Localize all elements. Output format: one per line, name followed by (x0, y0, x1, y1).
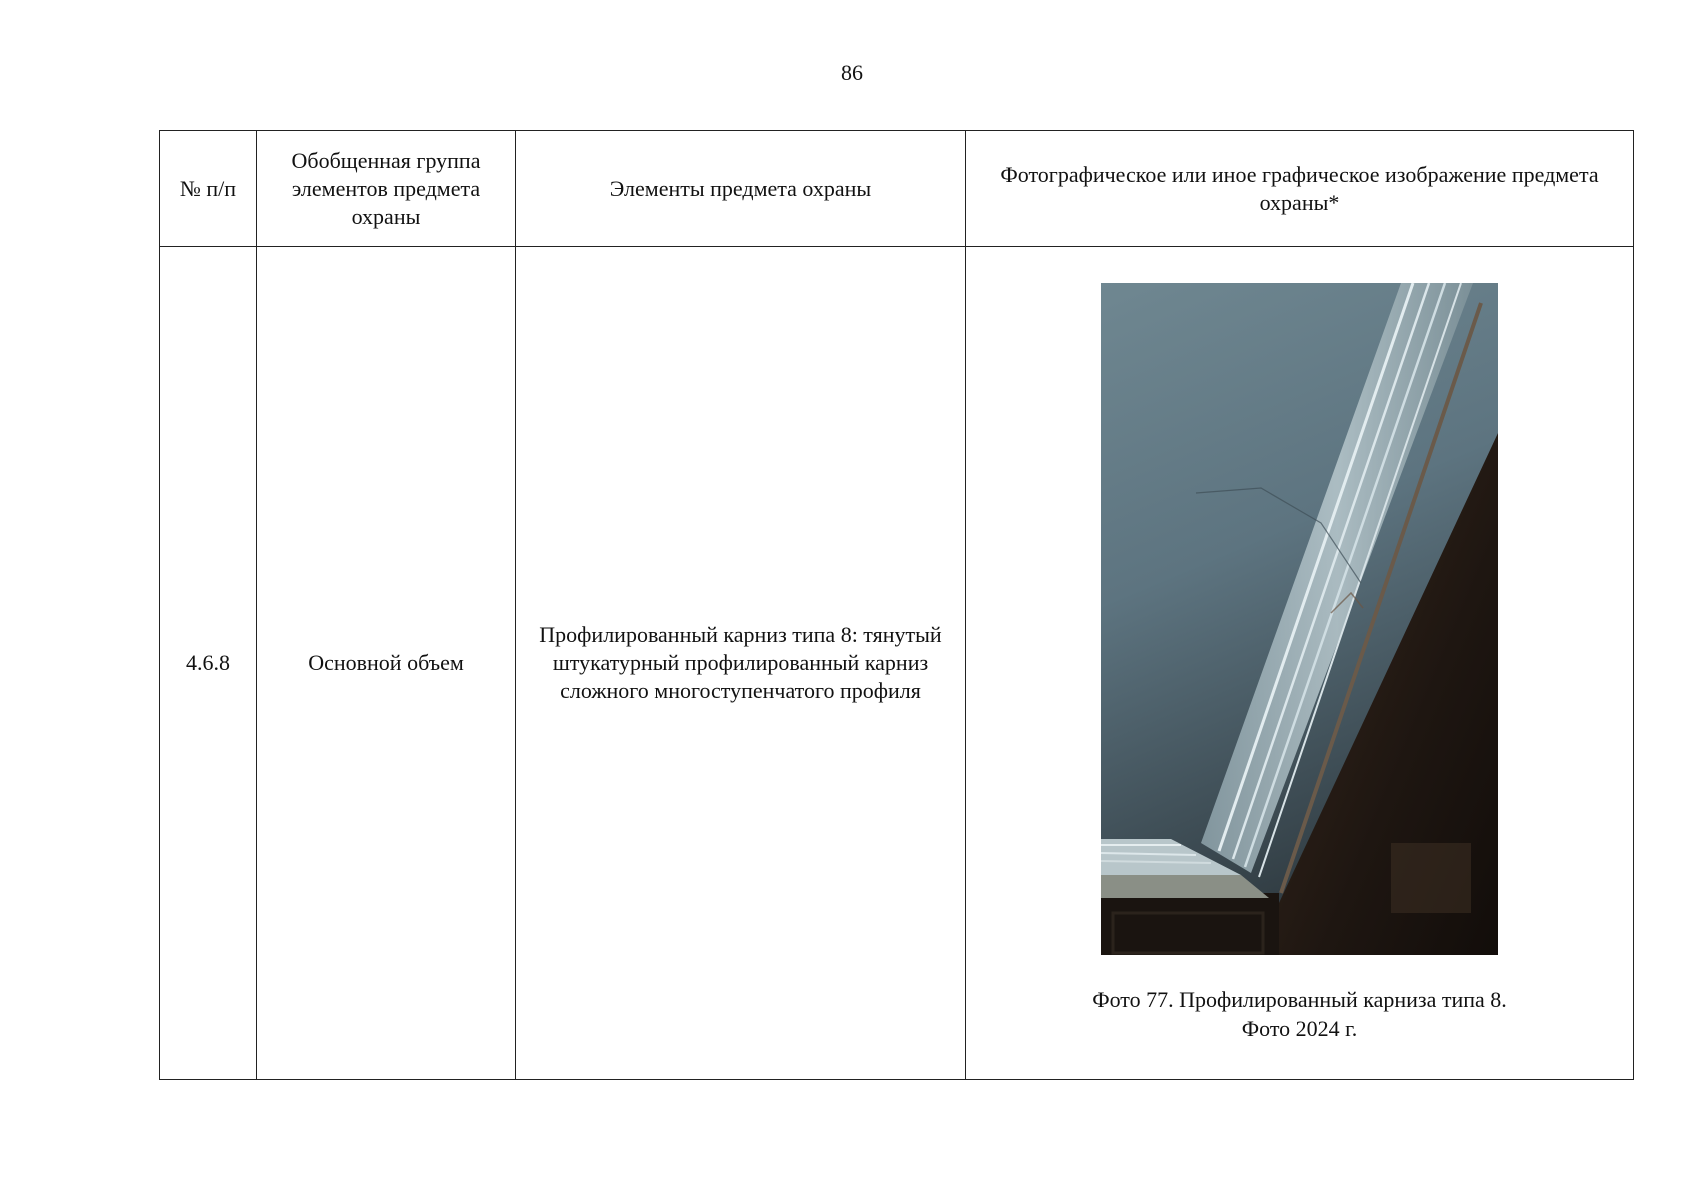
cell-group: Основной объем (257, 247, 516, 1080)
cell-photo (966, 247, 1634, 1080)
header-image: Фотографическое или иное графическое изображение предмета охраны* (966, 131, 1634, 247)
heritage-protection-table (159, 130, 1634, 1080)
table-header-row (160, 131, 1634, 247)
header-group: Обобщенная группа элементов предмета охраны (257, 131, 516, 247)
cell-number: 4.6.8 (160, 247, 257, 1080)
header-number: № п/п (160, 131, 257, 247)
photo-caption-line-1: Фото 77. Профилированный карниза типа 8. (1092, 987, 1507, 1012)
cell-elements: Профилированный карниз типа 8: тянутый штукатурный профилированный карниз сложного многоступенчатого профиля (516, 247, 966, 1080)
photo-caption (980, 985, 1619, 1043)
photo-caption-line-2: Фото 2024 г. (1241, 1016, 1358, 1041)
page-number: 86 (841, 60, 863, 85)
table-row (160, 247, 1634, 1080)
cornice-photo (1101, 283, 1498, 955)
header-elements: Элементы предмета охраны (516, 131, 966, 247)
